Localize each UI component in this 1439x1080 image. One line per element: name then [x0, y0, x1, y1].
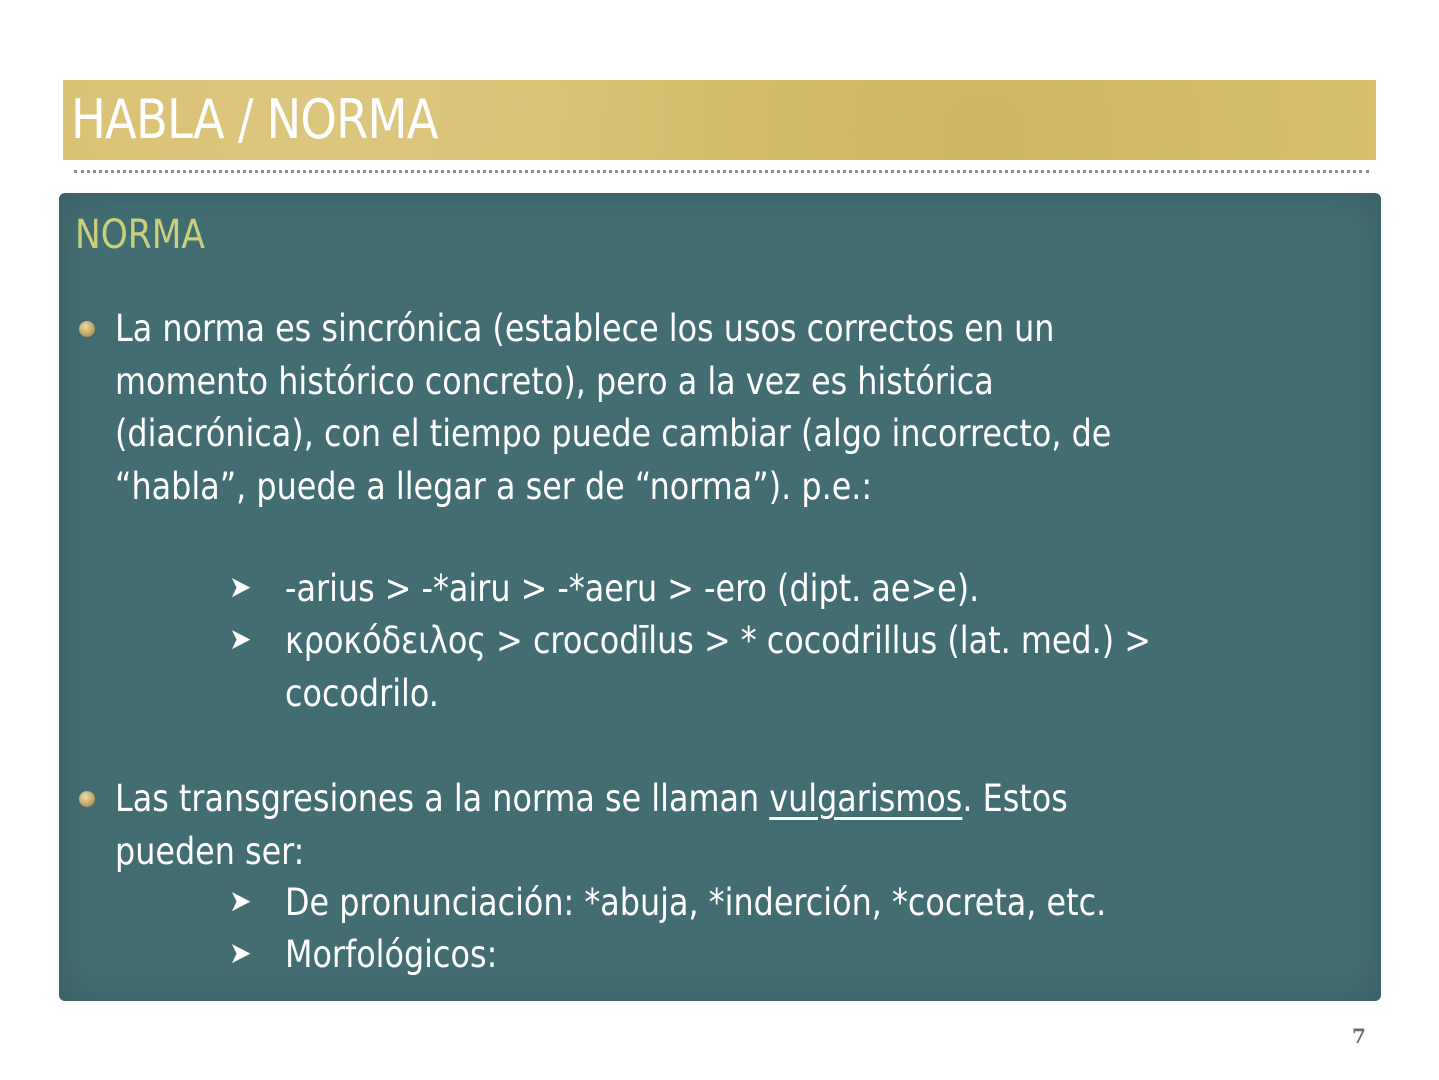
bullet-1-line-1: La norma es sincrónica (establece los usos correctos en un — [115, 307, 1055, 350]
sub-item-crocodile-line-1: κροκόδειλος > crocodīlus > * cocodrillus (lat. med.) > — [285, 619, 1151, 662]
arrow-bullet-icon: ➤ — [229, 570, 252, 605]
bullet-2-line-2: pueden ser: — [115, 829, 305, 873]
dotted-divider — [74, 170, 1369, 173]
arrow-bullet-icon: ➤ — [229, 622, 252, 657]
sub-item-crocodile-line-2: cocodrilo. — [285, 671, 439, 715]
title-bar — [63, 80, 1376, 160]
sub-item-pronunciation: De pronunciación: *abuja, *inderción, *cocreta, etc. — [285, 881, 1107, 924]
bullet-1-line-2: momento histórico concreto), pero a la vez es histórica — [115, 359, 994, 403]
arrow-bullet-icon: ➤ — [229, 936, 252, 971]
bullet-2-line-1: Las transgresiones a la norma se llaman vulgarismos. Estos — [115, 777, 1068, 820]
bullet-1-line-4: “habla”, puede a llegar a ser de “norma”). p.e.: — [115, 464, 873, 508]
page-number: 7 — [1352, 1024, 1366, 1048]
bullet-paragraph-1 — [115, 303, 1147, 513]
bullet-1-line-3: (diacrónica), con el tiempo puede cambiar (algo incorrecto, de — [115, 412, 1112, 455]
panel-heading: NORMA — [75, 212, 205, 258]
slide-title: HABLA / NORMA — [71, 88, 438, 151]
bullet-dot-icon — [79, 791, 95, 807]
sub-item-crocodile — [285, 615, 1151, 720]
content-panel — [59, 193, 1381, 1001]
arrow-bullet-icon: ➤ — [229, 884, 252, 919]
underlined-term: vulgarismos — [769, 777, 963, 820]
bullet-dot-icon — [79, 321, 95, 337]
sub-item-morphological: Morfológicos: — [285, 933, 498, 976]
sub-item-arius: -arius > -*airu > -*aeru > -ero (dipt. ae>e). — [285, 567, 980, 610]
bullet-paragraph-2 — [115, 773, 1147, 878]
